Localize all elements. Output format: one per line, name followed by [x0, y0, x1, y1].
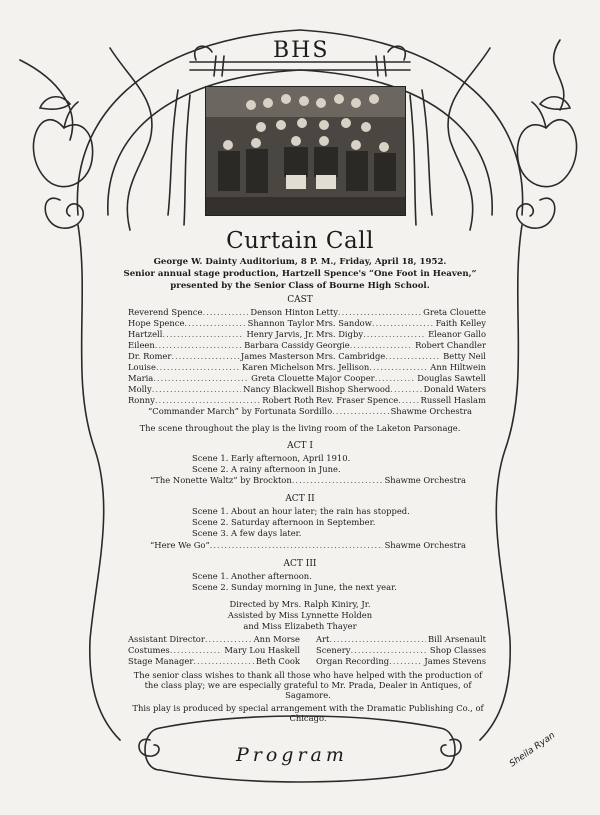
crew-name: Bill Arsenault — [428, 634, 486, 644]
crew-row — [128, 656, 300, 666]
crew-role: Costumes — [128, 645, 170, 655]
cast-actor: Betty Neil — [443, 351, 486, 361]
cast-row — [128, 307, 314, 317]
cast-row — [316, 373, 486, 383]
cast-actor: Eleanor Gallo — [428, 329, 486, 339]
artist-signature: Sheila Ryan — [507, 730, 558, 770]
cast-actor: Ann Hiltwein — [430, 362, 486, 372]
cast-role: Bishop Sherwood — [316, 384, 391, 394]
cast-row — [316, 307, 486, 317]
cast-role: Mrs. Digby — [316, 329, 364, 339]
cast-actor: Nancy Blackwell — [243, 384, 314, 394]
act-3-heading: ACT III — [283, 559, 317, 569]
cast-actor: Greta Clouette — [251, 373, 314, 383]
cast-row — [316, 329, 486, 339]
act-1-scene: Scene 1. Early afternoon, April 1910. — [192, 453, 351, 463]
cast-role: Louise — [128, 362, 156, 372]
music-title: “The Nonette Waltz” by Brockton — [150, 475, 292, 485]
subtitle-line-1: George W. Dainty Auditorium, 8 P. M., Friday, April 18, 1952. — [153, 257, 447, 267]
music-title: “Commander March” by Fortunata Sordillo — [148, 406, 333, 416]
cast-actor: Greta Clouette — [423, 307, 486, 317]
cast-role: Dr. Romer — [128, 351, 172, 361]
cast-role: Maria — [128, 373, 154, 383]
cast-role: Major Cooper — [316, 373, 375, 383]
cast-role: Hartzell — [128, 329, 163, 339]
crew-name: Beth Cook — [255, 656, 300, 666]
direction-line: Assisted by Miss Lynnette Holden — [227, 610, 373, 620]
crew-row — [316, 645, 486, 655]
cast-actor: Donald Waters — [423, 384, 486, 394]
cast-row — [128, 318, 314, 328]
crew-role: Art — [316, 634, 330, 644]
act-3-scene: Scene 1. Another afternoon. — [192, 571, 312, 581]
cast-role: Reverend Spence — [128, 307, 203, 317]
cast-role: Mrs. Sandow — [316, 318, 372, 328]
cast-actor: Shannon Taylor — [247, 318, 314, 328]
cast-role: Georgie — [316, 340, 350, 350]
cast-row — [316, 384, 486, 394]
subtitle-line-2: Senior annual stage production, Hartzell Spence's “One Foot in Heaven,” — [123, 269, 477, 279]
thanks-paragraph: The senior class wishes to thank all those who have helped with the production of the class play; we are especially grateful to Mr. Prada, Dealer in Antiques, of Sagamore. — [133, 670, 483, 700]
cast-role: Letty — [316, 307, 338, 317]
cast-row — [128, 340, 314, 350]
music-title: “Here We Go” — [150, 540, 210, 550]
music-performer: Shawme Orchestra — [384, 540, 466, 550]
cast-actor: Faith Kelley — [435, 318, 486, 328]
cast-row — [316, 340, 486, 350]
program-banner-text: Program — [236, 744, 348, 766]
cast-row — [316, 351, 486, 361]
crew-row — [128, 645, 300, 655]
music-row — [150, 540, 466, 550]
music-performer: Shawme Orchestra — [390, 406, 472, 416]
crew-role: Stage Manager — [128, 656, 194, 666]
crest-text: BHS — [273, 38, 330, 63]
subtitle-line-3: presented by the Senior Class of Bourne High School. — [170, 281, 430, 291]
cast-role: Ronny — [128, 395, 155, 405]
direction-line: and Miss Elizabeth Thayer — [243, 621, 357, 631]
cast-role: Mrs. Jellison — [316, 362, 370, 372]
crew-row — [128, 634, 300, 644]
cast-row — [128, 351, 314, 361]
cast-role: Eileen — [128, 340, 155, 350]
cast-photo — [205, 86, 406, 216]
cast-row — [316, 318, 486, 328]
crew-name: James Stevens — [424, 656, 486, 666]
cast-actor: Karen Michelson — [242, 362, 314, 372]
crew-role: Assistant Director — [128, 634, 205, 644]
crew-name: Mary Lou Haskell — [224, 645, 300, 655]
cast-actor: Henry Jarvis, Jr. — [246, 329, 314, 339]
cast-role: Mrs. Cambridge — [316, 351, 386, 361]
cast-actor: Denson Hinton — [250, 307, 314, 317]
crew-name: Ann Morse — [253, 634, 300, 644]
crew-row — [316, 656, 486, 666]
cast-actor: James Masterson — [240, 351, 314, 361]
rights-paragraph: This play is produced by special arrangement with the Dramatic Publishing Co., of Chicago. — [132, 703, 484, 723]
cast-row — [128, 395, 314, 405]
act-2-scene: Scene 2. Saturday afternoon in September. — [192, 517, 376, 527]
page-title: Curtain Call — [226, 228, 374, 254]
cast-row — [316, 362, 486, 372]
crew-role: Scenery — [316, 645, 351, 655]
cast-actor: Barbara Cassidy — [244, 340, 314, 350]
cast-row — [128, 373, 314, 383]
direction-line: Directed by Mrs. Ralph Kiniry, Jr. — [229, 599, 371, 609]
act-2-scene: Scene 3. A few days later. — [192, 528, 302, 538]
cast-actor: Douglas Sawtell — [417, 373, 486, 383]
act-2-scene: Scene 1. About an hour later; the rain has stopped. — [192, 506, 410, 516]
crew-row — [316, 634, 486, 644]
cast-row — [128, 384, 314, 394]
cast-role: Molly — [128, 384, 152, 394]
music-performer: Shawme Orchestra — [384, 475, 466, 485]
cast-heading: CAST — [287, 295, 313, 305]
music-row — [148, 406, 472, 416]
act-2-heading: ACT II — [285, 494, 315, 504]
crew-name: Shop Classes — [429, 645, 486, 655]
cast-role: Hope Spence — [128, 318, 185, 328]
setting-text: The scene throughout the play is the living room of the Laketon Parsonage. — [139, 423, 461, 433]
act-1-heading: ACT I — [287, 441, 313, 451]
crew-role: Organ Recording — [316, 656, 390, 666]
act-1-scene: Scene 2. A rainy afternoon in June. — [192, 464, 341, 474]
cast-row — [128, 329, 314, 339]
cast-actor: Robert Roth — [262, 395, 314, 405]
cast-row — [128, 362, 314, 372]
cast-actor: Robert Chandler — [415, 340, 486, 350]
cast-actor: Russell Haslam — [420, 395, 486, 405]
music-row — [150, 475, 466, 485]
cast-row — [316, 395, 486, 405]
act-3-scene: Scene 2. Sunday morning in June, the next year. — [192, 582, 397, 592]
cast-role: Rev. Fraser Spence — [316, 395, 399, 405]
